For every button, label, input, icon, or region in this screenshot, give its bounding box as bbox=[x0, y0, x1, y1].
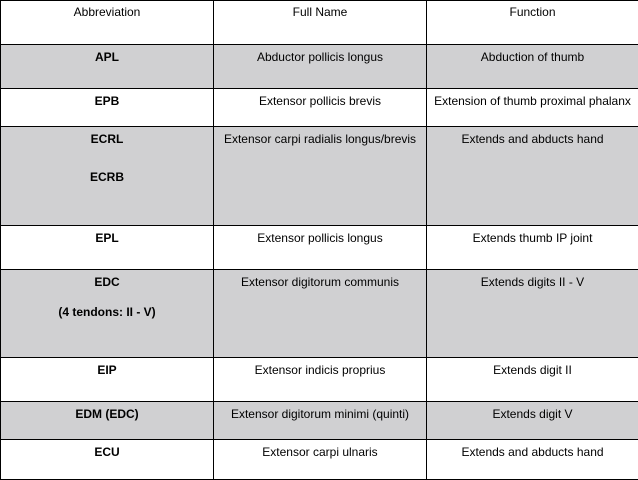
abbr-cell bbox=[1, 402, 214, 440]
abbr-text: EPL bbox=[1, 226, 213, 245]
header-function: Function bbox=[427, 1, 638, 45]
full-name-cell bbox=[214, 45, 427, 89]
full-name-cell bbox=[214, 127, 427, 226]
abbr-cell bbox=[1, 270, 214, 358]
header-row bbox=[1, 1, 638, 45]
abbr-cell bbox=[1, 226, 214, 270]
full-name-text: Extensor digitorum minimi (quinti) bbox=[214, 402, 426, 421]
full-name-cell bbox=[214, 402, 427, 440]
table-row bbox=[1, 402, 638, 440]
abbr-cell bbox=[1, 45, 214, 89]
abbr-text: EPB bbox=[1, 89, 213, 108]
function-cell bbox=[427, 226, 638, 270]
full-name-cell bbox=[214, 358, 427, 402]
function-text: Extension of thumb proximal phalanx bbox=[427, 89, 638, 108]
table-row bbox=[1, 270, 638, 358]
function-text: Extends and abducts hand bbox=[427, 127, 638, 146]
abbr-secondary-text: ECRB bbox=[1, 170, 213, 184]
abbr-cell bbox=[1, 358, 214, 402]
table-row bbox=[1, 226, 638, 270]
full-name-text: Extensor carpi radialis longus/brevis bbox=[214, 127, 426, 146]
full-name-cell bbox=[214, 270, 427, 358]
table-row bbox=[1, 127, 638, 226]
function-text: Extends digits II - V bbox=[427, 270, 638, 289]
full-name-cell bbox=[214, 226, 427, 270]
function-cell bbox=[427, 89, 638, 127]
function-text: Extends digit V bbox=[427, 402, 638, 421]
abbr-cell bbox=[1, 127, 214, 226]
function-cell bbox=[427, 440, 638, 480]
table-row bbox=[1, 358, 638, 402]
abbr-secondary-text: (4 tendons: II - V) bbox=[1, 305, 213, 319]
abbr-text: EDM (EDC) bbox=[1, 402, 213, 421]
function-text: Abduction of thumb bbox=[427, 45, 638, 64]
full-name-text: Extensor digitorum communis bbox=[214, 270, 426, 289]
function-cell bbox=[427, 127, 638, 226]
full-name-cell bbox=[214, 89, 427, 127]
abbr-text: APL bbox=[1, 45, 213, 64]
function-cell bbox=[427, 45, 638, 89]
function-text: Extends digit II bbox=[427, 358, 638, 377]
abbr-text: ECU bbox=[1, 440, 213, 459]
table-row bbox=[1, 89, 638, 127]
abbr-cell bbox=[1, 89, 214, 127]
full-name-text: Extensor pollicis longus bbox=[214, 226, 426, 245]
function-text: Extends and abducts hand bbox=[427, 440, 638, 459]
full-name-text: Abductor pollicis longus bbox=[214, 45, 426, 64]
abbr-text: EDC bbox=[1, 270, 213, 289]
function-cell bbox=[427, 402, 638, 440]
table-row bbox=[1, 440, 638, 480]
function-text: Extends thumb IP joint bbox=[427, 226, 638, 245]
header-abbreviation: Abbreviation bbox=[1, 1, 214, 45]
abbr-text: EIP bbox=[1, 358, 213, 377]
table-row bbox=[1, 45, 638, 89]
header-full-name: Full Name bbox=[214, 1, 427, 45]
full-name-text: Extensor carpi ulnaris bbox=[214, 440, 426, 459]
function-cell bbox=[427, 358, 638, 402]
full-name-text: Extensor pollicis brevis bbox=[214, 89, 426, 108]
full-name-cell bbox=[214, 440, 427, 480]
function-cell bbox=[427, 270, 638, 358]
full-name-text: Extensor indicis proprius bbox=[214, 358, 426, 377]
abbr-cell bbox=[1, 440, 214, 480]
abbr-text: ECRL bbox=[1, 127, 213, 146]
